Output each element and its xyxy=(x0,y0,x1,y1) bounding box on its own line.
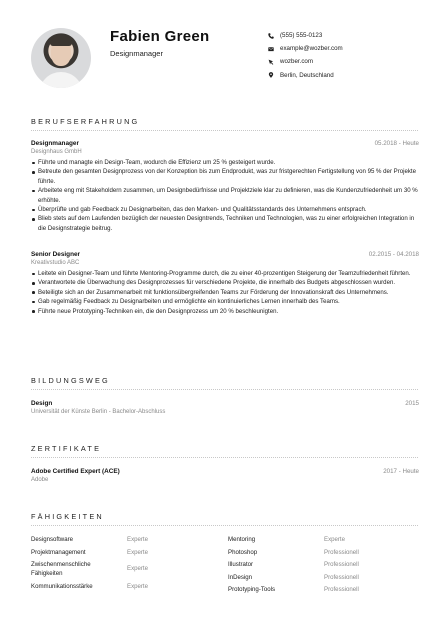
skill-item xyxy=(228,560,408,573)
job-dates: 05.2018 - Heute xyxy=(374,140,419,147)
job-bullet: Verantwortete die Überwachung des Designprozesses für verschiedene Projekte, die innerhalb des Budgets abgeschlossen wurden. xyxy=(31,278,419,287)
section-divider xyxy=(31,525,418,526)
job-dates: 02.2015 - 04.2018 xyxy=(368,251,419,258)
job-entry xyxy=(31,140,419,233)
phone-icon xyxy=(268,33,280,39)
job-company: Kreativstudio ABC xyxy=(31,260,80,266)
avatar xyxy=(31,28,91,88)
link-icon xyxy=(268,59,280,65)
candidate-role: Designmanager xyxy=(110,49,163,58)
job-bullet: Arbeitete eng mit Stakeholdern zusammen, um Designbedürfnisse und Projektziele klar zu definieren, was die Kundenzufriedenheit um 30 % erhöhte. xyxy=(31,186,419,205)
certificate-issuer: Adobe xyxy=(31,477,49,483)
skill-item xyxy=(31,560,211,582)
skill-name: Prototyping-Tools xyxy=(228,586,276,594)
job-bullet: Überprüfte und gab Feedback zu Designarbeiten, das den Marken- und Qualitätsstandards des Unternehmens entsprach. xyxy=(31,205,419,214)
job-entry xyxy=(31,251,419,316)
skill-level: Experte xyxy=(127,565,149,573)
section-divider xyxy=(31,389,418,390)
job-bullet: Gab regelmäßig Feedback zu Designarbeiten und ermöglichte ein kontinuierliches Lernen innerhalb des Teams. xyxy=(31,297,419,306)
section-title-skills: FÄHIGKEITEN xyxy=(31,512,104,521)
skill-name: Zwischenmenschliche Fähigkeiten xyxy=(31,561,91,577)
resume-header xyxy=(0,0,448,100)
avatar-hair xyxy=(50,36,72,46)
certificate-dates: 2017 - Heute xyxy=(383,468,419,475)
email-icon xyxy=(268,46,280,52)
education-entry xyxy=(31,400,419,416)
section-title-experience: BERUFSERFAHRUNG xyxy=(31,117,140,126)
contact-website-text[interactable]: wozber.com xyxy=(280,58,314,66)
skills-column-left xyxy=(31,535,211,595)
skill-item xyxy=(31,535,211,548)
job-bullet: Blieb stets auf dem Laufenden bezüglich der neuesten Designtrends, Techniken und Technologien, was zu einer erfolgreichen Integration in die Designstrategie beitrug. xyxy=(31,214,419,233)
contact-email xyxy=(268,42,428,55)
skill-name: Mentoring xyxy=(228,536,256,543)
skill-level: Experte xyxy=(127,548,149,556)
skill-level: Professionell xyxy=(324,548,359,556)
job-bullet: Leitete ein Designer-Team und führte Mentoring-Programme durch, die zu einer 40-prozentigen Steigerung der Teamzufriedenheit führten. xyxy=(31,269,419,278)
skill-item xyxy=(228,585,408,598)
job-bullet: Führte neue Prototyping-Techniken ein, die den Designprozess um 20 % beschleunigten. xyxy=(31,307,419,316)
skill-item xyxy=(31,548,211,561)
candidate-name: Fabien Green xyxy=(110,28,210,45)
skill-name: InDesign xyxy=(228,573,253,581)
education-subtitle: Universität der Künste Berlin - Bachelor-Abschluss xyxy=(31,409,166,415)
contact-list xyxy=(268,29,428,82)
education-title: Design xyxy=(31,400,53,407)
contact-phone xyxy=(268,29,428,42)
contact-phone-text[interactable]: (555) 555-0123 xyxy=(280,32,323,40)
skill-level: Professionell xyxy=(324,561,359,569)
section-divider xyxy=(31,457,418,458)
skill-name: Designsoftware xyxy=(31,536,73,543)
job-bullet: Führte und managte ein Design-Team, wodurch die Effizienz um 25 % gesteigert wurde. xyxy=(31,158,419,167)
job-bullet: Betreute den gesamten Designprozess von der Konzeption bis zum Endprodukt, was zur fristgerechten Fertigstellung von 95 % der Projekte führte. xyxy=(31,167,419,186)
skill-level: Professionell xyxy=(324,573,359,581)
contact-location xyxy=(268,69,428,82)
skill-item xyxy=(31,582,211,595)
contact-website xyxy=(268,55,428,68)
contact-email-text[interactable]: example@wozber.com xyxy=(280,45,343,53)
job-title: Senior Designer xyxy=(31,251,81,258)
skill-item xyxy=(228,535,408,548)
skill-item xyxy=(228,548,408,561)
skills-column-right xyxy=(228,535,408,598)
skill-level: Professionell xyxy=(324,586,359,594)
location-icon xyxy=(268,72,280,78)
skill-level: Experte xyxy=(127,583,149,591)
skill-name: Photoshop xyxy=(228,548,258,556)
education-dates: 2015 xyxy=(405,400,419,407)
skill-item xyxy=(228,573,408,586)
job-bullets xyxy=(31,158,419,233)
contact-location-text: Berlin, Deutschland xyxy=(280,71,334,79)
certificate-title: Adobe Certified Expert (ACE) xyxy=(31,468,120,475)
skill-level: Experte xyxy=(324,536,346,543)
avatar-shirt xyxy=(39,72,83,88)
job-bullet: Beteiligte sich an der Zusammenarbeit mit funktionsübergreifenden Teams zur Förderung der Innovationskraft des Unternehmens. xyxy=(31,288,419,297)
certificate-entry xyxy=(31,468,419,484)
section-divider xyxy=(31,130,418,131)
skill-level: Experte xyxy=(127,536,149,543)
section-title-education: BILDUNGSWEG xyxy=(31,376,110,385)
skill-name: Projektmanagement xyxy=(31,548,86,556)
skill-name: Kommunikationsstärke xyxy=(31,583,93,591)
job-bullets xyxy=(31,269,419,316)
skill-name: Illustrator xyxy=(228,561,254,569)
section-title-certificates: ZERTIFIKATE xyxy=(31,444,102,453)
job-company: Designhaus GmbH xyxy=(31,149,82,155)
job-title: Designmanager xyxy=(31,140,79,147)
